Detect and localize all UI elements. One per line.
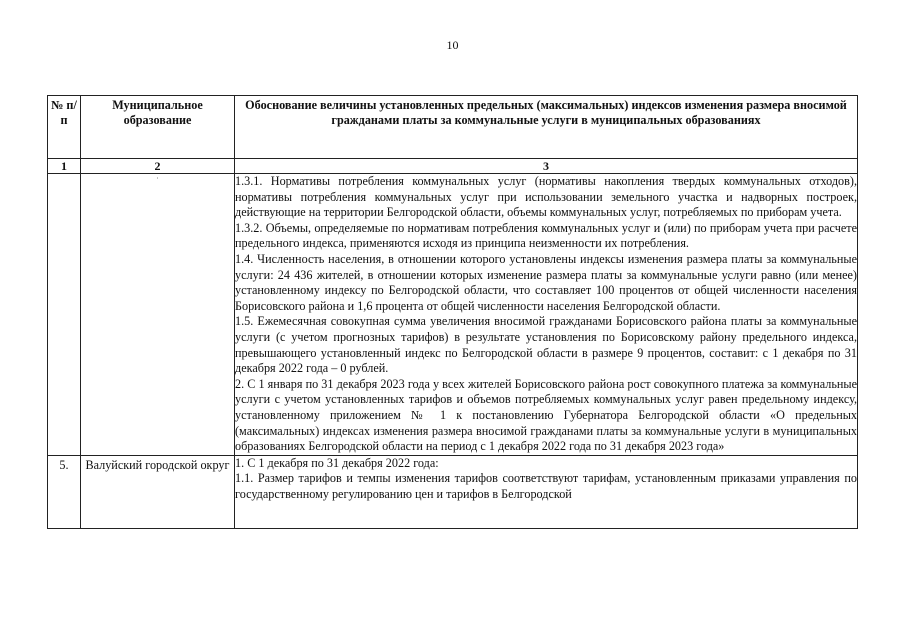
- header-municipality: Муниципальное образование: [81, 96, 235, 159]
- column-index-row: [48, 159, 858, 174]
- paragraph-1-3-2: 1.3.2. Объемы, определяемые по нормативам потребления коммунальных услуг и (или) по приборам учета при расчете предельного индекса, применяются исходя из принципа неизменности их потребления.: [235, 220, 857, 251]
- row-5-paragraph-1-1: 1.1. Размер тарифов и темпы изменения тарифов соответствуют тарифам, установленным приказами управления по государственному регулированию цен и тарифов в Белгородской: [235, 471, 857, 501]
- paragraph-2: 2. С 1 января по 31 декабря 2023 года у всех жителей Борисовского района рост совокупного платежа за коммунальные услуги с учетом установленных тарифов и объемов потребляемых коммунальных услуг равен предельному индексу, установленному приложением № 1 к постановлению Губернатора Белгородской области «О предельных (максимальных) индексах изменения размера вносимой гражданами платы за коммунальные услуги в муниципальных образованиях Белгородской области на период с 1 декабря 2022 года по 31 декабря 2023 года»: [235, 376, 857, 454]
- table-row-continued: [48, 174, 858, 456]
- paragraph-1-3-1: 1.3.1. Нормативы потребления коммунальных услуг (нормативы накопления твердых коммунальных отходов), нормативы потребления коммунальных услуг при использовании земельного участка и надворных построек, действующие на территории Белгородской области, объемы коммунальных услуг, потребляемых по приборам учета.: [235, 174, 857, 220]
- cell-municipality-empty: ·: [81, 174, 235, 456]
- column-index-1: 1: [48, 159, 81, 174]
- row-5-municipality: Валуйский городской округ: [81, 455, 235, 528]
- table-row-5: [48, 455, 858, 528]
- paragraph-1-4: 1.4. Численность населения, в отношении которого установлены индексы изменения размера платы за коммунальные услуги: 24 436 жителей, в отношении которых изменение размера платы за коммунальные услуги равно (или менее) установленному индексу по Белгородской области, что составляет 100 процентов от общей численности населения Борисовского района и 1,6 процента от общей численности населения Белгородской области.: [235, 251, 857, 313]
- justification-table: [47, 95, 858, 529]
- page-number: 10: [446, 38, 459, 52]
- row-5-paragraph-1: 1. С 1 декабря по 31 декабря 2022 года:: [235, 455, 439, 470]
- header-num: № п/п: [48, 96, 81, 159]
- cell-num-empty: [48, 174, 81, 456]
- paragraph-1-5: 1.5. Ежемесячная совокупная сумма увеличения вносимой гражданами Борисовского района платы за коммунальные услуги (с учетом прогнозных тарифов) в результате установления по Борисовскому району предельного индекса, превышающего установленный индекс по Белгородской области в размере 9 процентов, составит: с 1 декабря по 31 декабря 2022 года – 0 рублей.: [235, 314, 857, 376]
- row-5-justification: [235, 455, 858, 528]
- row-5-num: 5.: [48, 455, 81, 528]
- column-index-2: 2: [81, 159, 235, 174]
- table-header-row: [48, 96, 858, 159]
- column-index-3: 3: [235, 159, 858, 174]
- cell-justification: [235, 174, 858, 456]
- header-justification: Обоснование величины установленных предельных (максимальных) индексов изменения размера вносимой гражданами платы за коммунальные услуги в муниципальных образованиях: [235, 96, 858, 159]
